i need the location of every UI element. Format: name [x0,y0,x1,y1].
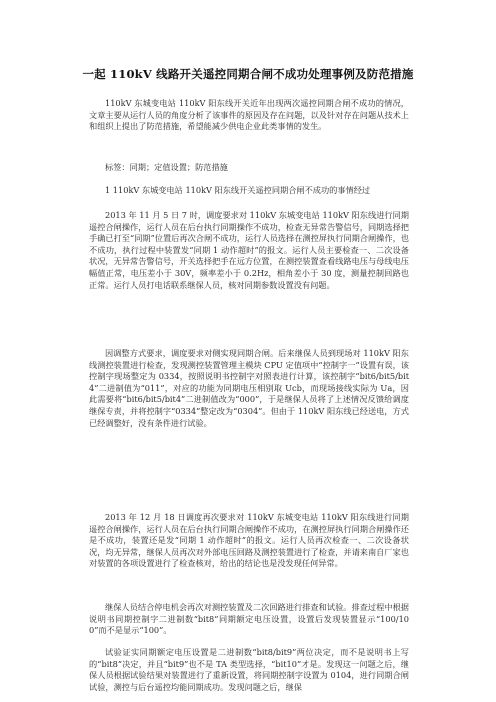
body-paragraph-3: 2013 年 12 月 18 日调度再次要求对 110kV 东城变电站 110kV 阳东线进行同期遥控合闸操作，运行人员在后台执行同期合闸操作不成功，在测控屏执行同期合闸操作还是不成功，装置还是发“同期 1 动作超时”的报文。运行人员再次检查一、二次设备状况，均无异常，继保人员再次对外部电压回路及测控装置进行了检查，并请来南自厂家也对装置的各项设置进行了检查核对，给出的结论也是没发现任何异常。 [89,512,409,569]
section-heading-1: 1 110kV 东城变电站 110kV 阳东线开关遥控同期合闸不成功的事情经过 [105,185,371,195]
body-paragraph-1: 2013 年 11 月 5 日 7 时，调度要求对 110kV 东城变电站 110kV 阳东线进行同期遥控合闸操作，运行人员在后台执行同期操作不成功，检查无异常告警信号，同期选择把手确已打至“同期”位置后再次合闸不成功，运行人员选择在测控屏执行同期合闸操作，也不成功，执行过程中装置发“同期 1 动作超时”的报文。运行人员主要检查一、二次设备状况，无异常告警信号，开关选择把手在远方位置，在测控装置查看线路电压与母线电压幅值正常，电压差小于 30V，频率差小于 0.2Hz，相角差小于 30 度，测量控制回路也正常。运行人员打电话联系继保人员，核对同期参数设置没有问题。 [89,210,409,290]
document-title: 一起 110kV 线路开关遥控同期合闸不成功处理事例及防范措施 [82,67,414,81]
keywords-line: 标签：同期；定值设置；防范措施 [105,162,228,172]
abstract-paragraph: 110kV 东城变电站 110kV 阳东线开关近年出现两次遥控同期合闸不成功的情况，文章主要从运行人员的角度分析了该事件的原因及存在问题，以及针对存在问题从技术上和组织上提出了防范措施，希望能减少供电企业此类事情的发生。 [89,98,409,132]
body-paragraph-4: 继保人员结合停电机会再次对测控装置及二次回路进行排查和试验。排查过程中根据说明书同期控制字二进制数“bit8”同期额定电压设置，设置后发现装置显示“100/100”而不是显示“100”。 [89,602,409,636]
body-paragraph-2: 因调整方式要求，调度要求对侧实现同期合闸。后来继保人员到现场对 110kV 阳东线测控装置进行检查，发现测控装置管理主模块 CPU 定值项中“控制字一”设置有误，该控制字现场整定为 0334，按照说明书控制字对照表进行计算，该控制字“bit6/bit5/bit4”二进制值为“011”，对应的功能为同期电压相别取 Ucb，而现场接线实际为 Ua，因此需要将“bit6/bit5/bit4”二进制值改为“000”，于是继保人员将了上述情况反馈给调度继保专责，并将控制字“0334”整定改为“0304”。但由于 110kV 阳东线已经送电，方式已经调整好，没有条件进行试验。 [89,348,409,428]
body-paragraph-5: 试验证实同期额定电压设置是二进制数“bit8/bit9”两位决定，而不是说明书上写的“bit8”决定，并且“bit9”也不是 TA 类型选择，“bit10”才是。发现这一问题之后，继保人员根据试验结果对装置进行了重新设置，将同期控制字设置为 0104，进行同期合闸试验，测控与后台遥控均能同期成功。发现问题之后，继保 [89,647,409,692]
